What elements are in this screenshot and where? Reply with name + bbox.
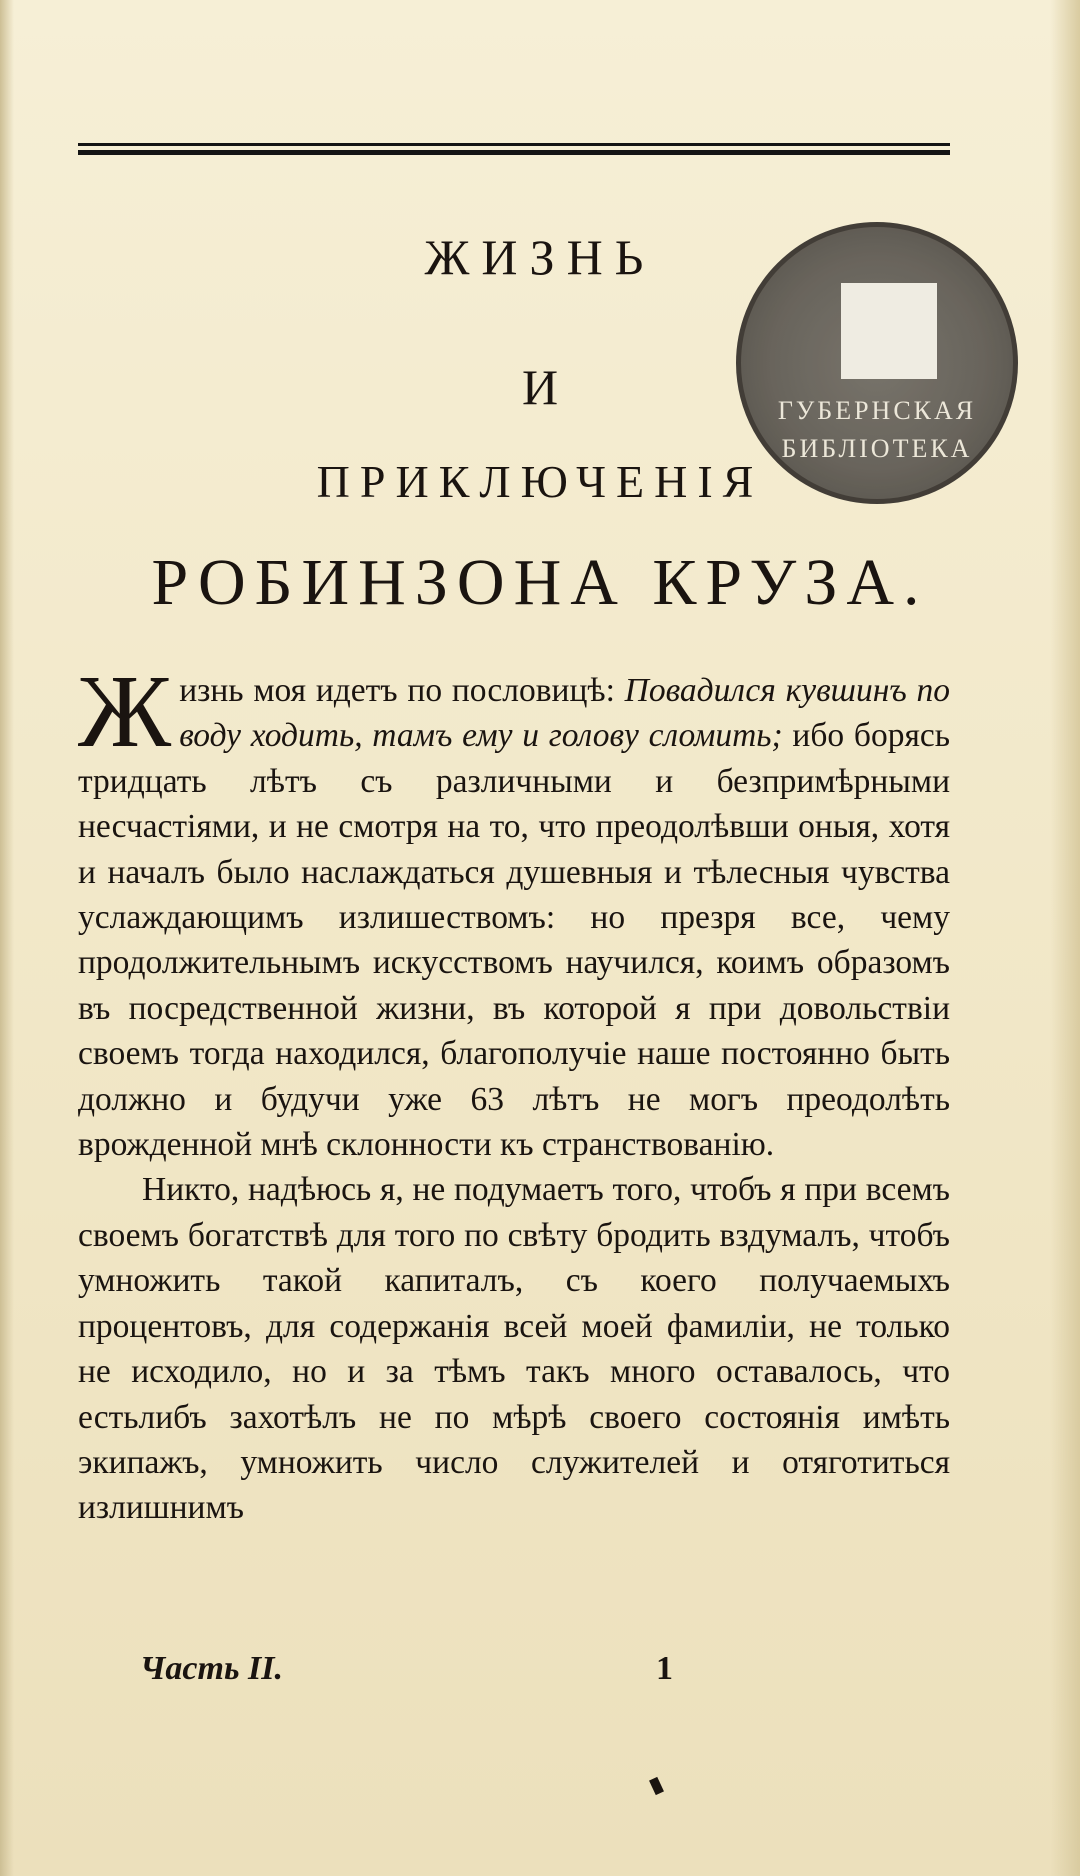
proverb-text: Повадился кувшинъ по воду ходить, тамъ ему и голову сломить; — [179, 672, 950, 755]
header-rule — [78, 143, 950, 155]
title-line-2: И — [521, 359, 559, 415]
signature-mark: 1 — [656, 1650, 673, 1687]
paragraph-1 — [78, 654, 950, 1167]
stamp-emblem — [841, 283, 937, 379]
ink-speck — [649, 1777, 664, 1795]
stamp-line-2: БИБЛІОТЕКА — [781, 434, 973, 463]
part-label: Часть II. — [140, 1650, 283, 1687]
stamp-text — [741, 392, 1013, 468]
paragraph-1-rest: ибо борясь тридцать лѣтъ съ различными и безпримѣрными несчастіями, и не смотря на то, что преодолѣвши оныя, хотя и началъ было наслаждаться душевныя и тѣлесныя чувства услаждающимъ излишествомъ: но презря все, чему продолжительнымъ искусствомъ научился, коимъ образомъ въ посредственной жизни, въ которой я при довольствіи своемъ тогда находился, благополучіе наше постоянно быть должно и будучи уже 63 лѣтъ не могъ преодолѣть врожденной мнѣ склонности къ странствованію. — [78, 717, 950, 1164]
library-stamp — [736, 222, 1018, 504]
body-text — [78, 654, 950, 1531]
title-line-1: ЖИЗНЬ — [424, 229, 656, 285]
paragraph-2: Никто, надѣюсь я, не подумаетъ того, чтобъ я при всемъ своемъ богатствѣ для того по свѣту бродить вздумалъ, чтобъ умножить такой капиталъ, съ коего получаемыхъ процентовъ, для содержанія всей моей фамиліи, не только не исходило, но и за тѣмъ такъ много оставалось, что естьлибъ захотѣлъ не по мѣрѣ своего состоянія имѣть экипажъ, умножить число служителей и отяготиться излишнимъ — [78, 1171, 950, 1527]
title-line-4: РОБИНЗОНА КРУЗА. — [151, 546, 929, 619]
drop-cap: Ж — [78, 654, 172, 769]
stamp-line-1: ГУБЕРНСКАЯ — [777, 396, 977, 425]
title-line-3: ПРИКЛЮЧЕНІЯ — [316, 456, 764, 507]
paragraph-1-start: изнь моя идетъ по пословицѣ: — [179, 672, 625, 709]
